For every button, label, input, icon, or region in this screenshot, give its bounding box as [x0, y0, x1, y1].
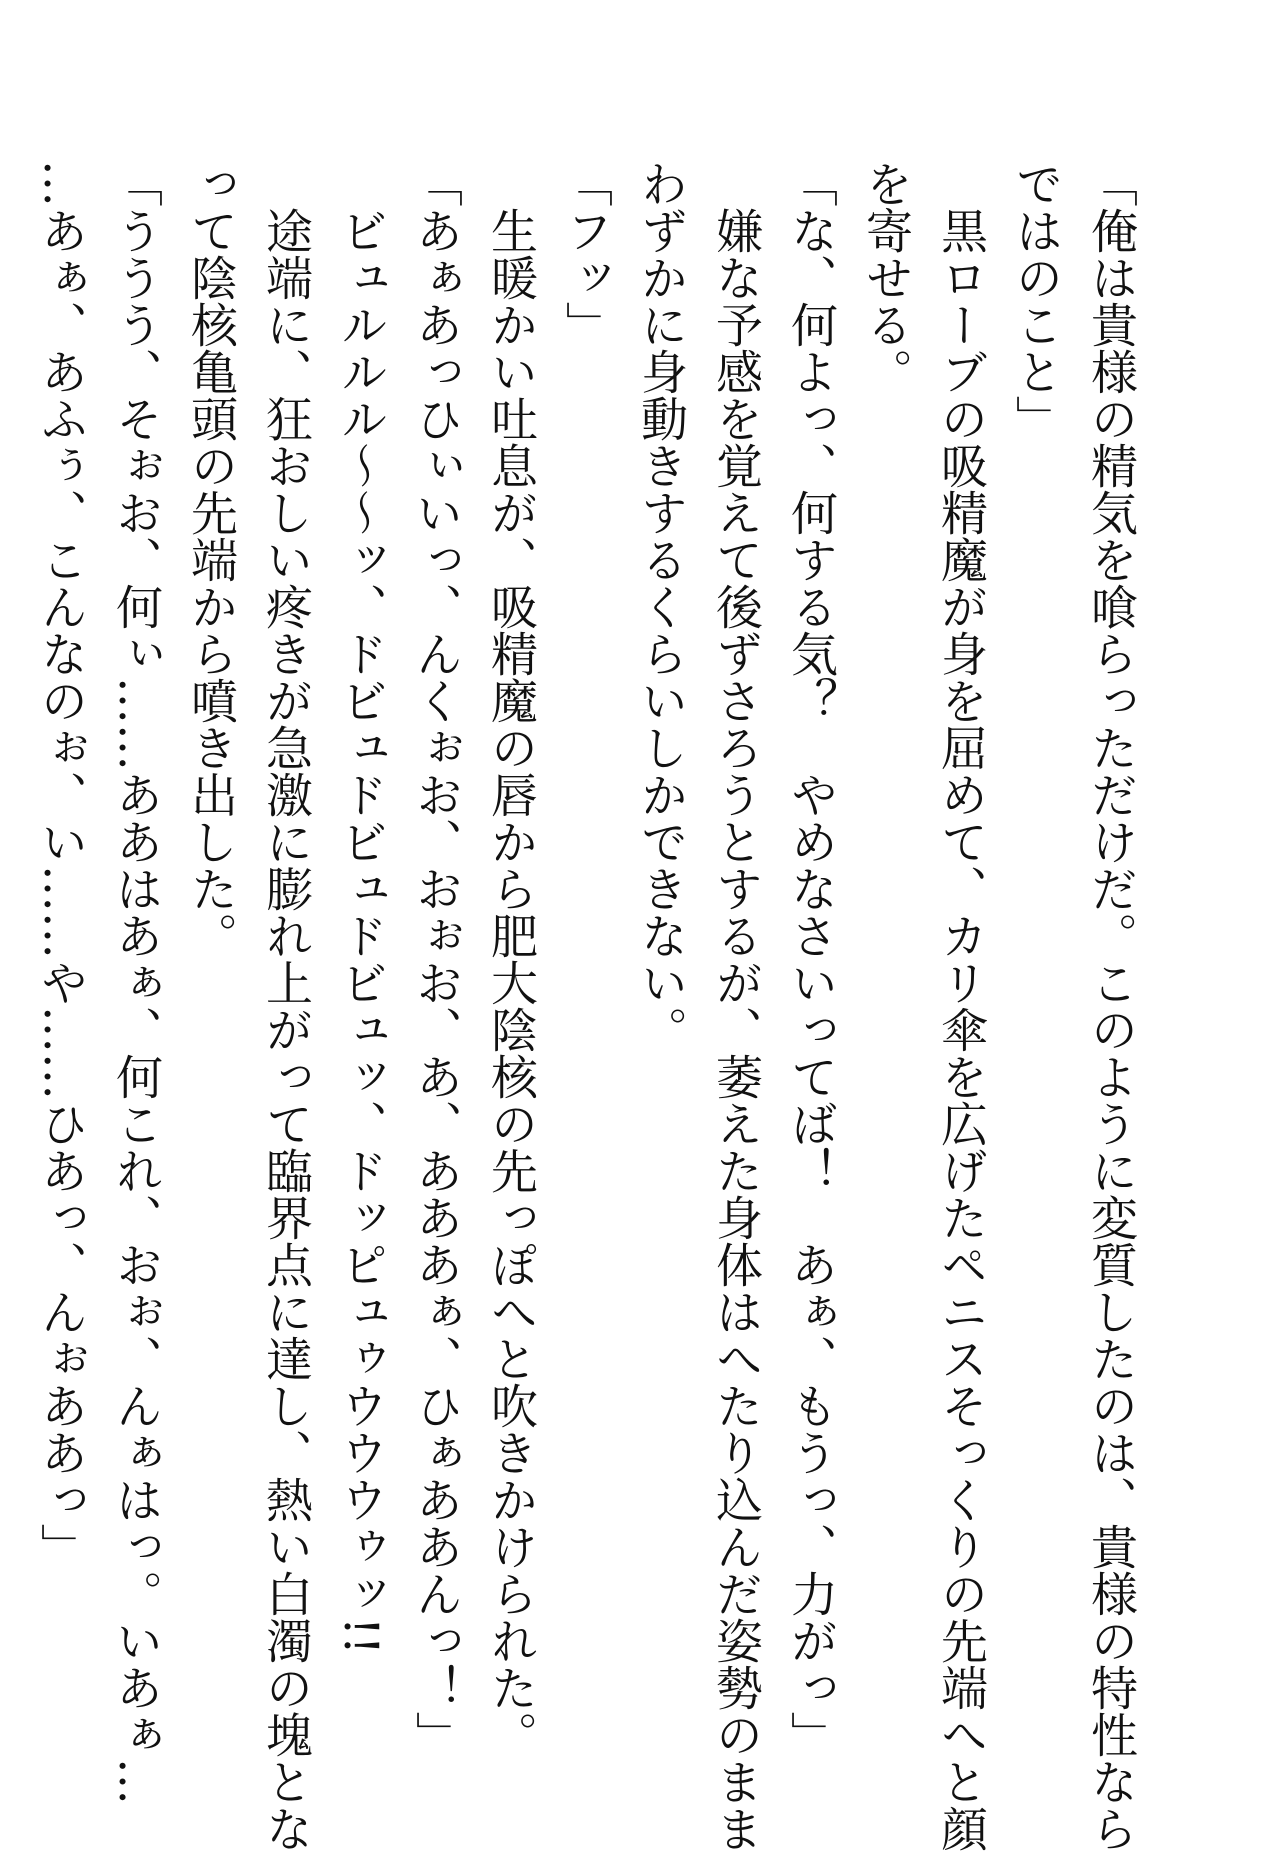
text-line: を寄せる。 — [858, 160, 913, 395]
text-line: 「フッ」 — [558, 160, 613, 348]
text-line: …あぁ、あふぅ、こんなのぉ、い……や……ひあっ、んぉああっ」 — [33, 160, 88, 1570]
text-line: 生暖かい吐息が、吸精魔の唇から肥大陰核の先っぽへと吹きかけられた。 — [483, 160, 538, 1758]
text-line: ではのこと」 — [1008, 160, 1063, 442]
text-line: 嫌な予感を覚えて後ずさろうとするが、萎えた身体はへたり込んだ姿勢のまま — [708, 160, 763, 1852]
text-line: 「あぁあっひぃいっ、んくぉお、おぉお、あ、あああぁ、ひぁああんっ！」 — [408, 160, 463, 1758]
text-line: 「な、何よっ、何する気？ やめなさいってば！ あぁ、もうっ、力がっ」 — [783, 160, 838, 1758]
text-line: わずかに身動きするくらいしかできない。 — [633, 160, 688, 1053]
text-line: 途端に、狂おしい疼きが急激に膨れ上がって臨界点に達し、熱い白濁の塊とな — [258, 160, 313, 1852]
text-line: 「俺は貴様の精気を喰らっただけだ。このように変質したのは、貴様の特性なら — [1083, 160, 1138, 1852]
text-line: って陰核亀頭の先端から噴き出した。 — [183, 160, 238, 959]
text-line: 黒ローブの吸精魔が身を屈めて、カリ傘を広げたペニスそっくりの先端へと顔 — [933, 160, 988, 1852]
text-line: ビュルルル～～ッ、ドビュドビュドビュッ、ドッピュゥウウウゥッ!! — [333, 160, 388, 1655]
text-line: 「ううう、そぉお、何ぃ……ああはあぁ、何これ、おぉ、んぁはっ。いあぁ… — [108, 160, 163, 1805]
vertical-text-body — [23, 160, 1148, 1852]
